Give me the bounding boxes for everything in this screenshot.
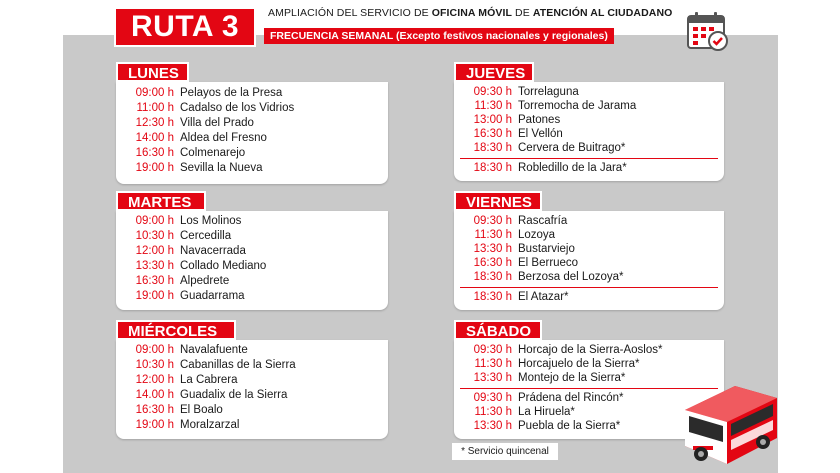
schedule-row: 09:30 h Torrelaguna [473, 86, 579, 98]
biweekly-divider [460, 158, 718, 159]
schedule-row: 16:30 h El Berrueco [473, 257, 579, 269]
schedule-row: 14:00 h Aldea del Fresno [135, 132, 267, 144]
schedule-row: 16:30 h Colmenarejo [135, 147, 246, 159]
schedule-row: 18:30 h Berzosa del Lozoya* [473, 271, 624, 283]
route-title: RUTA 3 [114, 7, 256, 47]
schedule-row: 09:00 h Navalafuente [135, 344, 248, 356]
footnote: * Servicio quincenal [452, 443, 558, 460]
day-panel-martes [116, 191, 388, 316]
schedule-row: 09:00 h Los Molinos [135, 215, 242, 227]
schedule-box [454, 211, 724, 310]
schedule-row: 13:30 h Bustarviejo [473, 243, 575, 255]
day-label-sabado: SÁBADO [454, 320, 542, 340]
schedule-row: 13:30 h Collado Mediano [135, 260, 267, 272]
schedule-row: 09:30 h Horcajo de la Sierra-Aoslos* [473, 344, 663, 356]
schedule-row: 16:30 h El Vellón [473, 128, 563, 140]
schedule-row: 09:30 h Prádena del Rincón* [473, 392, 624, 404]
schedule-row: 09:30 h Rascafría [473, 215, 568, 227]
schedule-row: 12:30 h Villa del Prado [135, 117, 254, 129]
schedule-row: 10:30 h Cercedilla [135, 230, 232, 242]
day-label-lunes: LUNES [116, 62, 189, 82]
headline: AMPLIACIÓN DEL SERVICIO DE OFICINA MÓVIL DE ATENCIÓN AL CIUDADANO [268, 7, 673, 19]
schedule-row: 18:30 h Cervera de Buitrago* [473, 142, 626, 154]
schedule-row: 16:30 h El Boalo [135, 404, 223, 416]
calendar-check-icon [686, 10, 730, 52]
schedule-row: 18:30 h Robledillo de la Jara* [473, 162, 627, 174]
schedule-row: 19:00 h Sevilla la Nueva [135, 162, 263, 174]
day-label-viernes: VIERNES [454, 191, 542, 211]
frequency-banner: FRECUENCIA SEMANAL (Excepto festivos nacionales y regionales) [264, 28, 614, 44]
schedule-row: 13:00 h Patones [473, 114, 561, 126]
schedule-row: 13:30 h Montejo de la Sierra* [473, 372, 626, 384]
schedule-box [116, 211, 388, 310]
schedule-row: 11:30 h La Hiruela* [474, 406, 575, 418]
schedule-box [116, 82, 388, 184]
day-label-jueves: JUEVES [454, 62, 534, 82]
day-label-martes: MARTES [116, 191, 206, 211]
schedule-row: 12:00 h Navacerrada [135, 245, 246, 257]
schedule-row: 10:30 h Cabanillas de la Sierra [135, 359, 296, 371]
schedule-row: 13:30 h Puebla de la Sierra* [473, 420, 621, 432]
schedule-row: 11:30 h Lozoya [474, 229, 556, 241]
schedule-row: 14.00 h Guadalix de la Sierra [135, 389, 288, 401]
schedule-box [116, 340, 388, 439]
day-panel-miercoles [116, 320, 388, 440]
bus-illustration [665, 380, 783, 468]
day-panel-lunes [116, 62, 388, 187]
day-panel-jueves [454, 62, 724, 187]
schedule-row: 11:00 h Cadalso de los Vidrios [136, 102, 295, 114]
day-label-miercoles: MIÉRCOLES [116, 320, 236, 340]
schedule-row: 11:30 h Horcajuelo de la Sierra* [474, 358, 640, 370]
schedule-row: 19:00 h Guadarrama [135, 290, 245, 302]
schedule-row: 16:30 h Alpedrete [135, 275, 230, 287]
schedule-row: 19:00 h Moralzarzal [135, 419, 240, 431]
schedule-box [454, 82, 724, 181]
schedule-row: 09:00 h Pelayos de la Presa [135, 87, 283, 99]
day-panel-viernes [454, 191, 724, 316]
schedule-row: 18:30 h El Atazar* [473, 291, 569, 303]
schedule-row: 12:00 h La Cabrera [135, 374, 238, 386]
biweekly-divider [460, 287, 718, 288]
schedule-row: 11:30 h Torremocha de Jarama [474, 100, 637, 112]
